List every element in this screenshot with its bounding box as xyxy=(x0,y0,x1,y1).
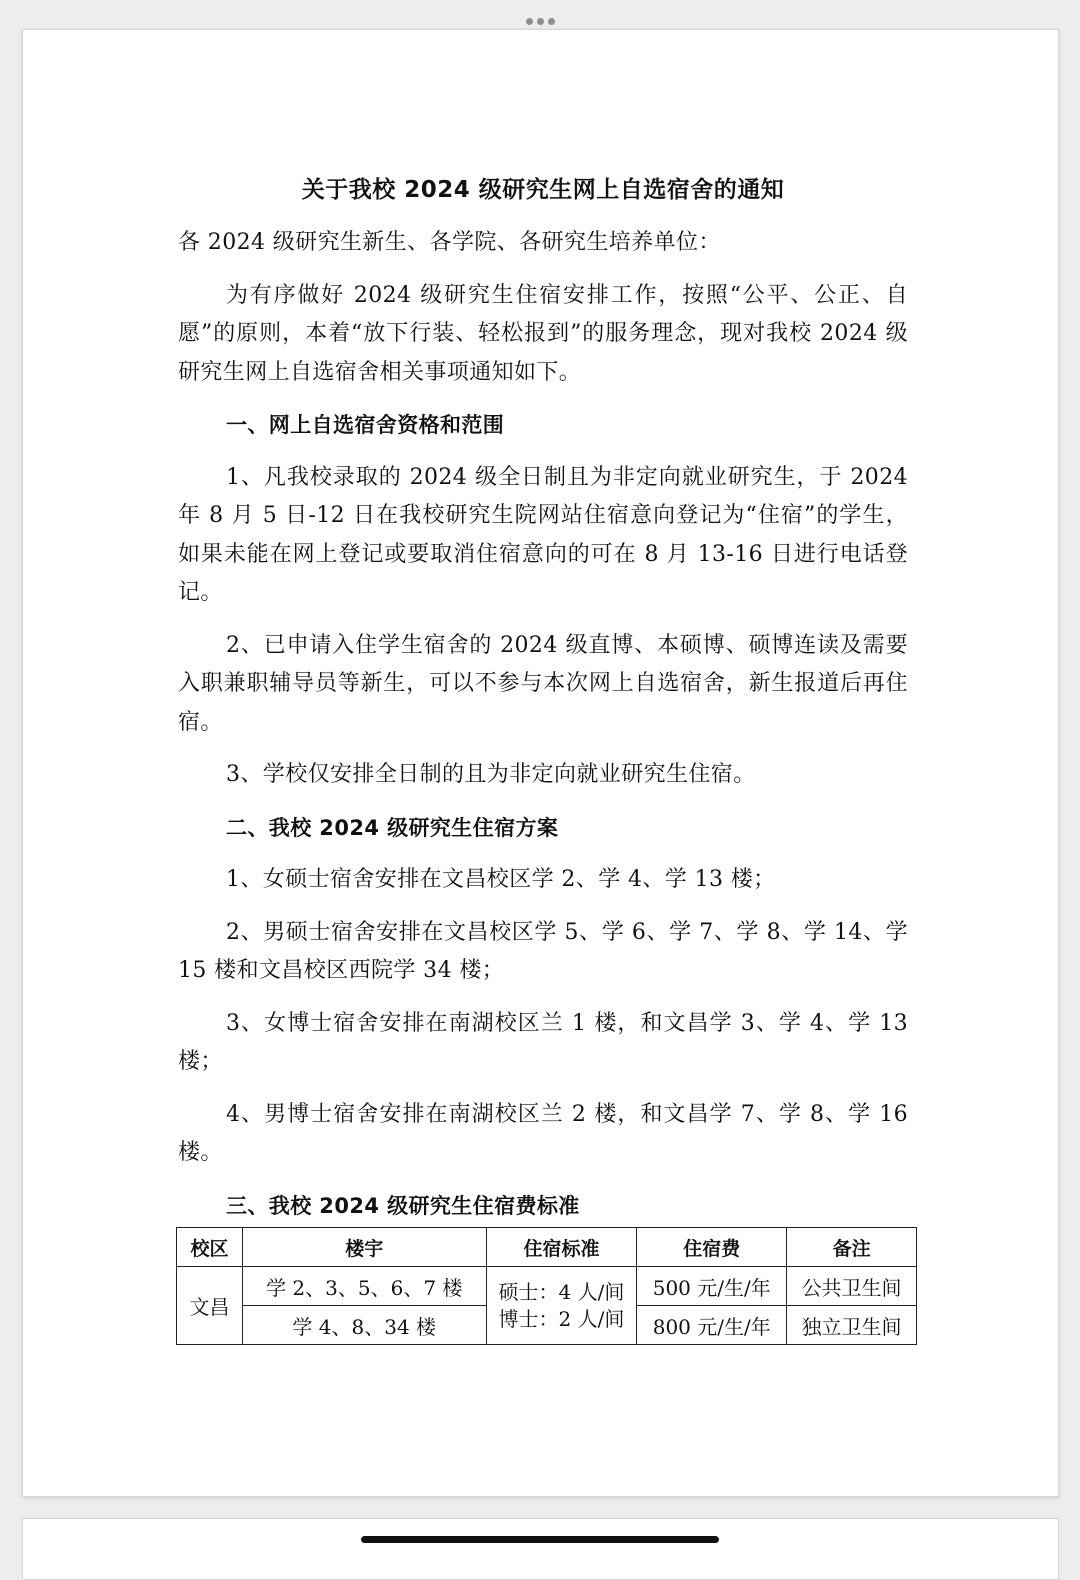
building-cell: 学 4、8、34 楼 xyxy=(242,1306,486,1345)
section-heading-1: 一、网上自选宿舍资格和范围 xyxy=(226,413,505,437)
dot-icon xyxy=(537,18,544,25)
document-title: 关于我校 2024 级研究生网上自选宿舍的通知 xyxy=(301,177,785,203)
standard-cell xyxy=(486,1267,637,1345)
header-campus: 校区 xyxy=(177,1228,243,1267)
header-standard: 住宿标准 xyxy=(486,1228,637,1267)
intro-paragraph: 为有序做好 2024 级研究生住宿安排工作，按照“公平、公正、自愿”的原则，本着“放下行装、轻松报到”的服务理念，现对我校 2024 级研究生网上自选宿舍相关事项通知如下。 xyxy=(178,282,908,385)
section-heading-3: 三、我校 2024 级研究生住宿费标准 xyxy=(226,1193,580,1218)
section2-item: 2、男硕士宿舍安排在文昌校区学 5、学 6、学 7、学 8、学 14、学 15 楼和文昌校区西院学 34 楼； xyxy=(178,919,908,983)
table-row xyxy=(177,1267,917,1306)
section1-item: 2、已申请入住学生宿舍的 2024 级直博、本硕博、硕博连读及需要入职兼职辅导员等新生，可以不参与本次网上自选宿舍，新生报道后再住宿。 xyxy=(178,632,908,735)
standard-master: 硕士：4 人/间 xyxy=(498,1279,625,1304)
table-header-row xyxy=(177,1228,917,1267)
section1-item: 1、凡我校录取的 2024 级全日制且为非定向就业研究生，于 2024 年 8 月 5 日-12 日在我校研究生院网站住宿意向登记为“住宿”的学生，如果未能在网上登记或要取消住宿意向的可在 8 月 13-16 日进行电话登记。 xyxy=(178,464,908,605)
section1-item: 3、学校仅安排全日制的且为非定向就业研究生住宿。 xyxy=(226,762,756,787)
fee-table xyxy=(176,1227,917,1345)
building-cell: 学 2、3、5、6、7 楼 xyxy=(242,1267,486,1306)
next-document-page xyxy=(22,1518,1059,1580)
dot-icon xyxy=(526,18,533,25)
section2-item: 4、男博士宿舍安排在南湖校区兰 2 楼，和文昌学 7、学 8、学 16 楼。 xyxy=(178,1101,908,1165)
fee-cell: 500 元/生/年 xyxy=(637,1267,787,1306)
standard-doctor: 博士：2 人/间 xyxy=(498,1306,625,1331)
dot-icon xyxy=(548,18,555,25)
document-body xyxy=(178,171,908,1225)
greeting: 各 2024 级研究生新生、各学院、各研究生培养单位： xyxy=(178,230,721,255)
section2-item: 1、女硕士宿舍安排在文昌校区学 2、学 4、学 13 楼； xyxy=(226,867,776,892)
home-indicator[interactable] xyxy=(361,1536,719,1543)
note-cell: 独立卫生间 xyxy=(787,1306,917,1345)
header-fee: 住宿费 xyxy=(637,1228,787,1267)
window-drag-handle[interactable] xyxy=(0,10,1080,22)
campus-cell: 文昌 xyxy=(177,1267,243,1345)
fee-cell: 800 元/生/年 xyxy=(637,1306,787,1345)
section-heading-2: 二、我校 2024 级研究生住宿方案 xyxy=(226,815,559,840)
section2-item: 3、女博士宿舍安排在南湖校区兰 1 楼，和文昌学 3、学 4、学 13 楼； xyxy=(178,1010,908,1074)
header-building: 楼宇 xyxy=(242,1228,486,1267)
note-cell: 公共卫生间 xyxy=(787,1267,917,1306)
header-note: 备注 xyxy=(787,1228,917,1267)
